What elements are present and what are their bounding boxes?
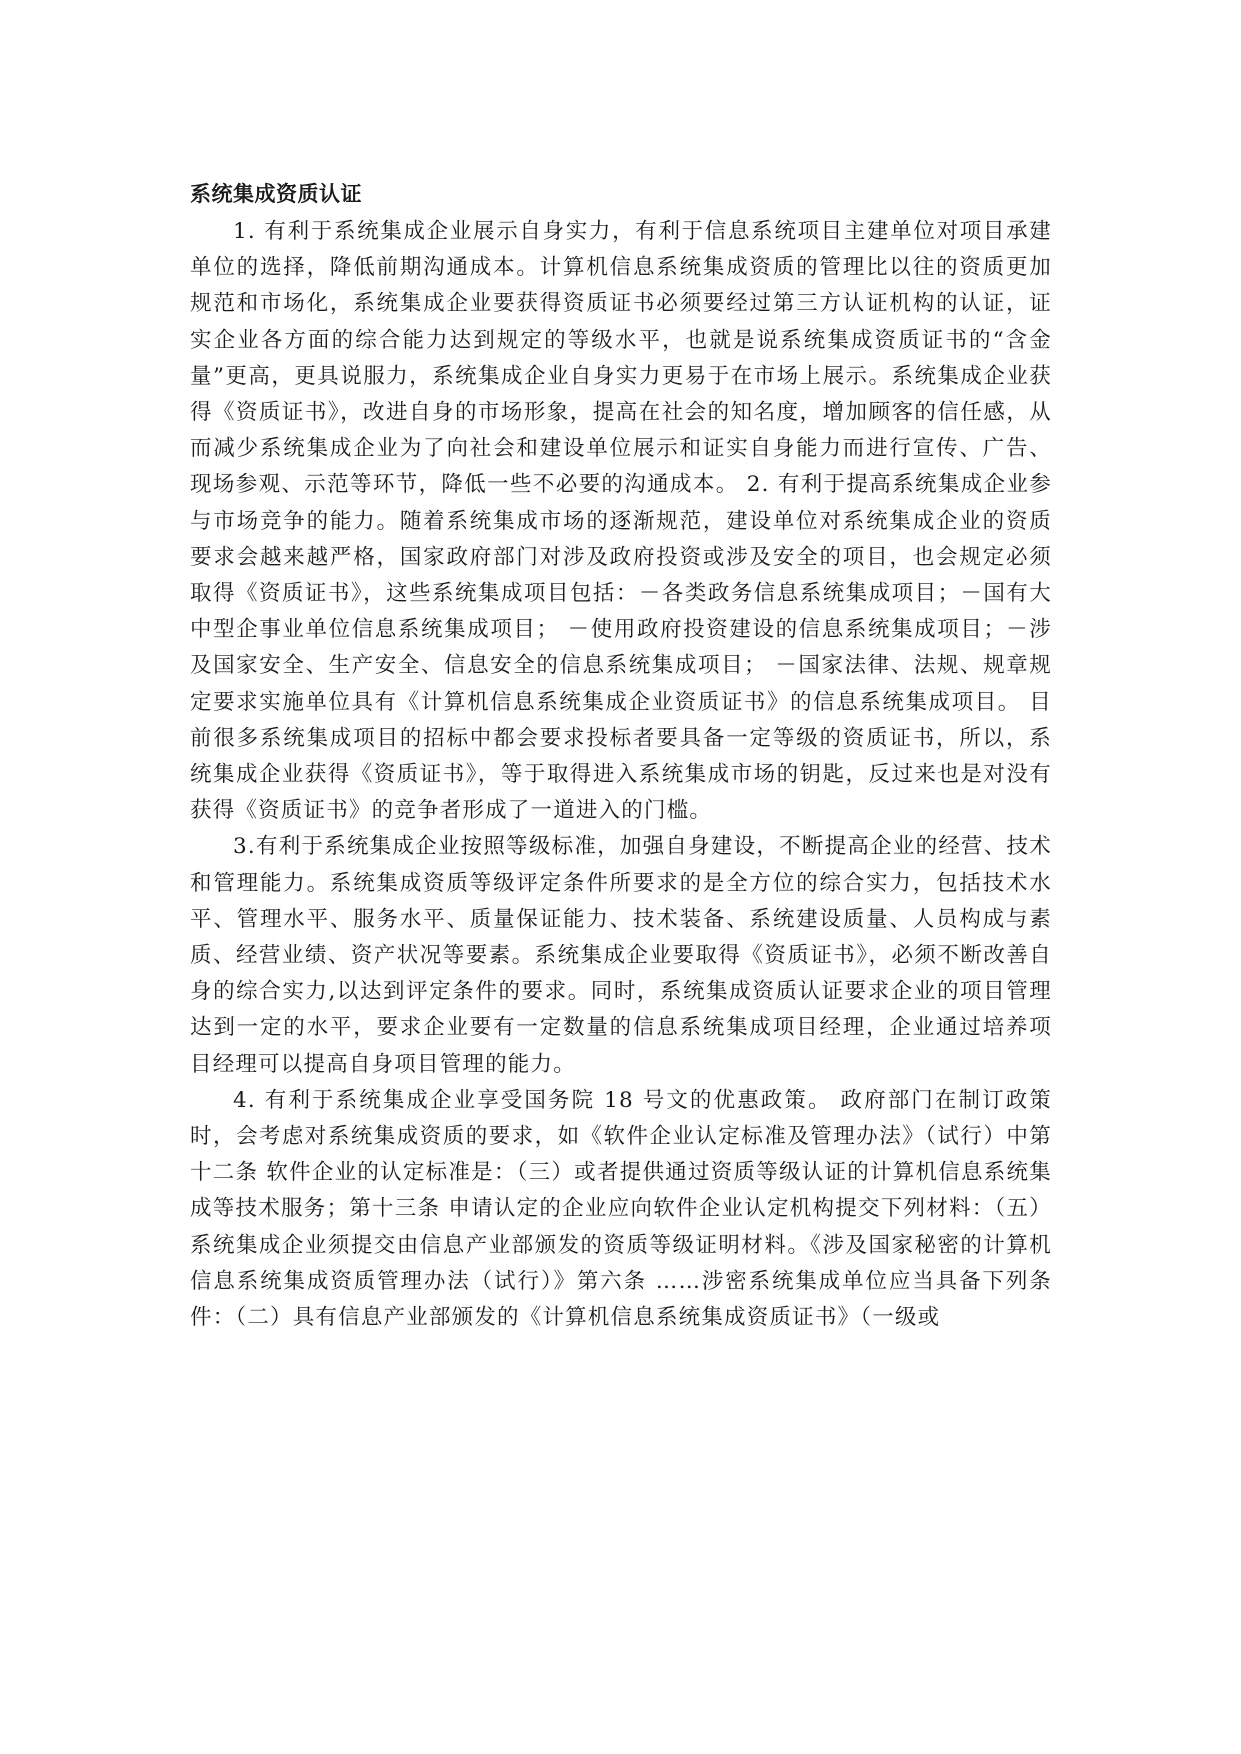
paragraph-1: 1. 有利于系统集成企业展示自身实力，有利于信息系统项目主建单位对项目承建单位的选择，降低前期沟通成本。计算机信息系统集成资质的管理比以往的资质更加规范和市场化，系统集成企业要获得资质证书必须要经过第三方认证机构的认证，证实企业各方面的综合能力达到规定的等级水平，也就是说系统集成资质证书的“含金量”更高，更具说服力，系统集成企业自身实力更易于在市场上展示。系统集成企业获得《资质证书》，改进自身的市场形象，提高在社会的知名度，增加顾客的信任感，从而减少系统集成企业为了向社会和建设单位展示和证实自身能力而进行宣传、广告、现场参观、示范等环节，降低一些不必要的沟通成本。 2. 有利于提高系统集成企业参与市场竞争的能力。随着系统集成市场的逐渐规范，建设单位对系统集成企业的资质要求会越来越严格，国家政府部门对涉及政府投资或涉及安全的项目，也会规定必须取得《资质证书》，这些系统集成项目包括：－各类政务信息系统集成项目；－国有大中型企事业单位信息系统集成项目； －使用政府投资建设的信息系统集成项目；－涉及国家安全、生产安全、信息安全的信息系统集成项目； －国家法律、法规、规章规定要求实施单位具有《计算机信息系统集成企业资质证书》的信息系统集成项目。 目前很多系统集成项目的招标中都会要求投标者要具备一定等级的资质证书，所以，系统集成企业获得《资质证书》，等于取得进入系统集成市场的钥匙，反过来也是对没有获得《资质证书》的竞争者形成了一道进入的门槛。	[190, 219, 1052, 824]
document-title: 系统集成资质认证	[190, 182, 362, 206]
paragraph-4: 4. 有利于系统集成企业享受国务院 18 号文的优惠政策。 政府部门在制订政策时，会考虑对系统集成资质的要求，如《软件企业认定标准及管理办法》（试行）中第十二条 软件企业的认定标准是：（三）或者提供通过资质等级认证的计算机信息系统集成等技术服务；第十三条 申请认定的企业应向软件企业认定机构提交下列材料：（五）系统集成企业须提交由信息产业部颁发的资质等级证明材料。《涉及国家秘密的计算机信息系统集成资质管理办法（试行）》第六条 ……涉密系统集成单位应当具备下列条件：（二）具有信息产业部颁发的《计算机信息系统集成资质证书》（一级或	[190, 1087, 1052, 1331]
paragraph-3: 3.有利于系统集成企业按照等级标准，加强自身建设，不断提高企业的经营、技术和管理能力。系统集成资质等级评定条件所要求的是全方位的综合实力，包括技术水平、管理水平、服务水平、质量保证能力、技术装备、系统建设质量、人员构成与素质、经营业绩、资产状况等要素。系统集成企业要取得《资质证书》，必须不断改善自身的综合实力,以达到评定条件的要求。同时，系统集成资质认证要求企业的项目管理达到一定的水平，要求企业要有一定数量的信息系统集成项目经理，企业通过培养项目经理可以提高自身项目管理的能力。	[190, 834, 1052, 1077]
document-body	[190, 176, 1052, 1336]
